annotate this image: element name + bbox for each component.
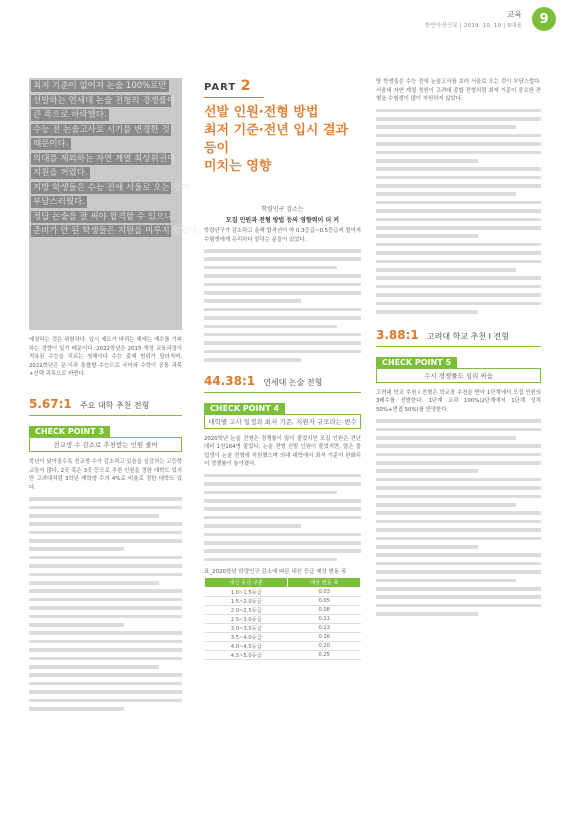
table-row	[205, 615, 361, 624]
text-line	[376, 167, 541, 171]
part-title-line: 미치는 영향	[204, 159, 272, 174]
body-paragraph: 방 학생들은 수능 전에 논술고사를 보러 서울로 오는 것이 부담스럽다. 서울대 자연 계열 정원이 고려대 종합 전형처럼 최저 기준이 중요한 전형을 수험생이 많이 지원하지 않았다.	[376, 79, 541, 103]
table-cell: 0.20	[288, 642, 361, 651]
text-line	[29, 589, 182, 593]
text-line	[376, 419, 541, 423]
table-header: 내신 등급 구분	[205, 578, 288, 588]
text-line	[204, 516, 361, 520]
table-row	[205, 588, 361, 597]
table-title: 표_2020학년 학령인구 감소에 따른 내신 등급 예상 변동 폭	[204, 569, 347, 576]
body-paragraph: 2020학년 논술 전형은 경쟁률이 많이 줄었지만 모집 인원은 전년 대비 1천164명 줄었다. 논술 전형 선발 인원이 줄었지만, 많은 졸업생이 논술 전형에 지원했으며 의대 대학에서 최저 기준이 완화되어 경쟁률이 높아졌다.	[204, 435, 361, 468]
text-line	[376, 503, 516, 507]
column-left	[29, 78, 200, 715]
part-title-line: 최저 기준·전년 입시 결과 등이	[204, 123, 349, 156]
text-line	[29, 564, 182, 568]
text-line	[376, 553, 541, 557]
section-rule	[204, 392, 361, 393]
text-line	[204, 350, 361, 354]
text-line	[204, 491, 337, 495]
section-title: 주요 대학 추천 전형	[79, 400, 150, 410]
text-line	[29, 514, 159, 518]
text-line	[376, 486, 541, 490]
table-cell: 1.5~2.0등급	[205, 597, 288, 606]
checkpoint-tag: CHECK POINT 3	[29, 426, 110, 437]
text-line	[376, 595, 541, 599]
highlight-line: 지원을 꺼렸다.	[33, 168, 88, 178]
table-cell: 4.5~5.0등급	[205, 651, 288, 660]
text-line	[376, 285, 541, 289]
highlight-box	[29, 78, 200, 330]
checkpoint-description: 전교생 수 감소로 추천받는 인원 줄어	[29, 437, 182, 452]
text-line	[204, 308, 361, 312]
text-line	[376, 142, 541, 146]
text-line	[204, 325, 337, 329]
table-header: 예상 변동 폭	[288, 578, 361, 588]
text-line	[29, 682, 182, 686]
text-line	[29, 531, 182, 535]
byline: 학령인구 감소는	[261, 206, 304, 213]
text-line	[376, 243, 541, 247]
text-line	[376, 293, 541, 297]
table-row	[205, 651, 361, 660]
text-line	[376, 260, 541, 264]
text-line	[376, 444, 541, 448]
text-line	[204, 341, 361, 345]
body-block	[376, 78, 541, 314]
text-line	[204, 549, 361, 553]
text-line	[29, 606, 182, 610]
text-line	[376, 184, 541, 188]
text-line	[29, 707, 124, 711]
text-line	[376, 276, 541, 280]
body-block	[29, 458, 182, 711]
grade-change-table	[204, 577, 361, 660]
text-line	[29, 699, 182, 703]
text-line	[29, 506, 182, 510]
body-block	[204, 435, 361, 562]
text-line	[376, 251, 541, 255]
body-paragraph: 고려대 학교 추천 Ⅰ 전형은 학교장 추천을 받아 1단계에서 모집 인원의 3배수를 선발한다. 1단계 교과 100%(2단계에서 1단계 성적 50%+면접 50%)를 반영한다.	[376, 389, 541, 413]
checkpoint-tag: CHECK POINT 4	[204, 403, 285, 414]
table-cell: 0.25	[288, 651, 361, 660]
text-line	[376, 109, 541, 113]
text-line	[376, 562, 541, 566]
section-number: 3.88:1	[376, 327, 419, 342]
text-line	[29, 581, 159, 585]
text-line	[204, 291, 361, 295]
body-paragraph: 학령인구가 감소하고 올해 합격선이 약 0.3등급~0.5등급씩 떨어져 수험생에게 유리하다 말하는 분들이 있었다.	[204, 228, 361, 243]
text-line	[376, 218, 541, 222]
text-line	[376, 520, 541, 524]
body-block	[204, 227, 361, 362]
text-line	[29, 615, 182, 619]
text-line	[204, 558, 337, 562]
text-line	[376, 125, 516, 129]
text-line	[204, 533, 361, 537]
text-line	[376, 234, 478, 238]
section-number: 5.67:1	[29, 396, 72, 411]
text-line	[376, 151, 541, 155]
table-cell: 0.05	[288, 597, 361, 606]
text-line	[376, 268, 516, 272]
text-line	[204, 266, 337, 270]
table-cell: 1.0~1.5등급	[205, 588, 288, 597]
lead-title: 모집 인원과 전형 방법 등의 영향력이 더 커	[225, 217, 340, 224]
text-line	[376, 192, 516, 196]
text-line	[29, 631, 182, 635]
body-paragraph: 학년이 낮아질수록 전교생 수가 감소하고 있음을 실감하는 고등학교들이 많다. 2곳 혹은 3곳 등으로 추천 인원을 정한 대학도 있지만 고려대처럼 3학년 재학생 수의 4%로 비율로 정한 대학도 있다.	[29, 458, 182, 491]
highlight-line: 정답 논술을 잘 써야 합격할 수 있으니	[33, 211, 173, 222]
text-line	[29, 573, 182, 577]
text-line	[29, 657, 182, 661]
text-line	[29, 556, 182, 560]
text-line	[376, 612, 478, 616]
text-line	[29, 648, 182, 652]
highlight-line: 의대를 제외하는 자연 계열 최상위권이	[33, 153, 176, 164]
section-heading	[376, 324, 541, 383]
text-line	[376, 570, 541, 574]
table-cell: 0.03	[288, 588, 361, 597]
section-title: 연세대 논술 전형	[263, 377, 323, 387]
table-cell: 0.08	[288, 606, 361, 615]
text-line	[376, 159, 478, 163]
text-line	[204, 524, 301, 528]
text-line	[376, 579, 516, 583]
part-number: 2	[240, 78, 252, 94]
text-line	[376, 201, 541, 205]
column-middle	[204, 78, 361, 660]
column-right	[376, 78, 541, 621]
intro-paragraph: 예상하는 것은 위험하다. 입시 제도가 바뀌는 해에는 재수를 기피하는 경향이 있기 때문이다. 2022학년은 2015 개정 교육과정이 적용된 수능을 치르는 첫해이다 수능 출제 범위가 달라지며, 2022학년은 문·이과 통합형 수능으로 국어와 수학이 공통 과목+선택 과목으로 바뀐다.	[29, 337, 182, 378]
text-line	[376, 209, 541, 213]
checkpoint-description: 수시 경쟁률도 심리 싸움	[376, 368, 541, 383]
checkpoint-tag: CHECK POINT 5	[376, 357, 457, 368]
page-header	[0, 0, 568, 40]
table-cell: 2.0~2.5등급	[205, 606, 288, 615]
text-line	[204, 316, 361, 320]
highlight-line: 준비가 안 된 학생들은 지원을 미루지 않았다.	[33, 226, 200, 236]
text-line	[29, 539, 182, 543]
text-line	[29, 598, 182, 602]
table-cell: 0.13	[288, 624, 361, 633]
highlight-line: 큰 폭으로 하락했다.	[33, 110, 107, 120]
text-line	[376, 428, 541, 432]
part-label-text: PART	[204, 82, 237, 93]
page-number-badge: 9	[532, 7, 556, 31]
text-line	[376, 587, 541, 591]
table-cell: 0.11	[288, 615, 361, 624]
checkpoint-description: 대학별 고사 일정과 최저 기준, 지원자 규모라는 변수	[204, 414, 361, 429]
text-line	[204, 474, 361, 478]
part-label	[204, 78, 361, 94]
table-cell: 3.5~4.0등급	[205, 633, 288, 642]
highlight-line: 지방 학생들은 수능 전에 서울로 오는 것이	[33, 182, 189, 193]
table-row	[205, 633, 361, 642]
section-heading	[204, 370, 361, 429]
highlight-line: 부담스러웠다.	[33, 197, 85, 207]
text-line	[204, 257, 361, 261]
issue-info: 한반아산신문 | 2019. 10. 10 | 9대용	[424, 23, 522, 29]
highlight-line: 때문이다.	[33, 139, 69, 149]
text-line	[376, 478, 541, 482]
text-line	[29, 623, 124, 627]
text-line	[376, 511, 541, 515]
text-line	[204, 249, 361, 253]
text-line	[376, 302, 541, 306]
text-line	[376, 528, 541, 532]
body-block	[376, 389, 541, 616]
highlight-line: 수능 전 논술고사로 시기를 변경한 것	[33, 124, 170, 135]
text-line	[204, 333, 361, 337]
text-line	[29, 547, 124, 551]
text-line	[204, 482, 361, 486]
text-line	[29, 640, 182, 644]
text-line	[29, 522, 182, 526]
text-line	[204, 499, 361, 503]
text-line	[376, 310, 478, 314]
table-row	[205, 606, 361, 615]
text-line	[376, 436, 516, 440]
table-cell: 0.16	[288, 633, 361, 642]
text-line	[29, 673, 182, 677]
text-line	[29, 497, 182, 501]
text-line	[376, 469, 478, 473]
table-cell: 4.0~4.5등급	[205, 642, 288, 651]
section-label: 교육	[506, 10, 522, 19]
text-line	[204, 541, 361, 545]
text-line	[204, 358, 301, 362]
part-title	[204, 104, 361, 176]
table-cell: 2.5~3.0등급	[205, 615, 288, 624]
section-rule	[29, 415, 182, 416]
highlight-line: 최저 기준이 없어져 논술 100%로만	[33, 81, 167, 91]
text-line	[376, 117, 541, 121]
text-line	[376, 226, 541, 230]
text-line	[29, 690, 182, 694]
table-row	[205, 597, 361, 606]
section-title: 고려대 학교 추천 Ⅰ 전형	[426, 331, 509, 341]
text-line	[376, 461, 541, 465]
text-line	[29, 665, 159, 669]
text-line	[376, 545, 478, 549]
text-line	[204, 299, 301, 303]
text-line	[376, 537, 541, 541]
text-line	[376, 176, 541, 180]
highlight-lines	[29, 78, 200, 242]
part-rule	[204, 97, 264, 98]
text-line	[204, 283, 361, 287]
text-line	[376, 495, 541, 499]
text-line	[376, 604, 541, 608]
part-title-line: 선발 인원·전형 방법	[204, 105, 319, 120]
table-cell: 3.0~3.5등급	[205, 624, 288, 633]
section-heading	[29, 393, 182, 452]
text-line	[376, 134, 541, 138]
text-line	[376, 453, 541, 457]
text-line	[204, 274, 361, 278]
table-row	[205, 642, 361, 651]
section-rule	[376, 346, 541, 347]
section-number: 44.38:1	[204, 373, 256, 388]
table-row	[205, 624, 361, 633]
highlight-line: 선발하는 연세대 논술 전형의 경쟁률이	[33, 95, 176, 106]
text-line	[204, 507, 361, 511]
